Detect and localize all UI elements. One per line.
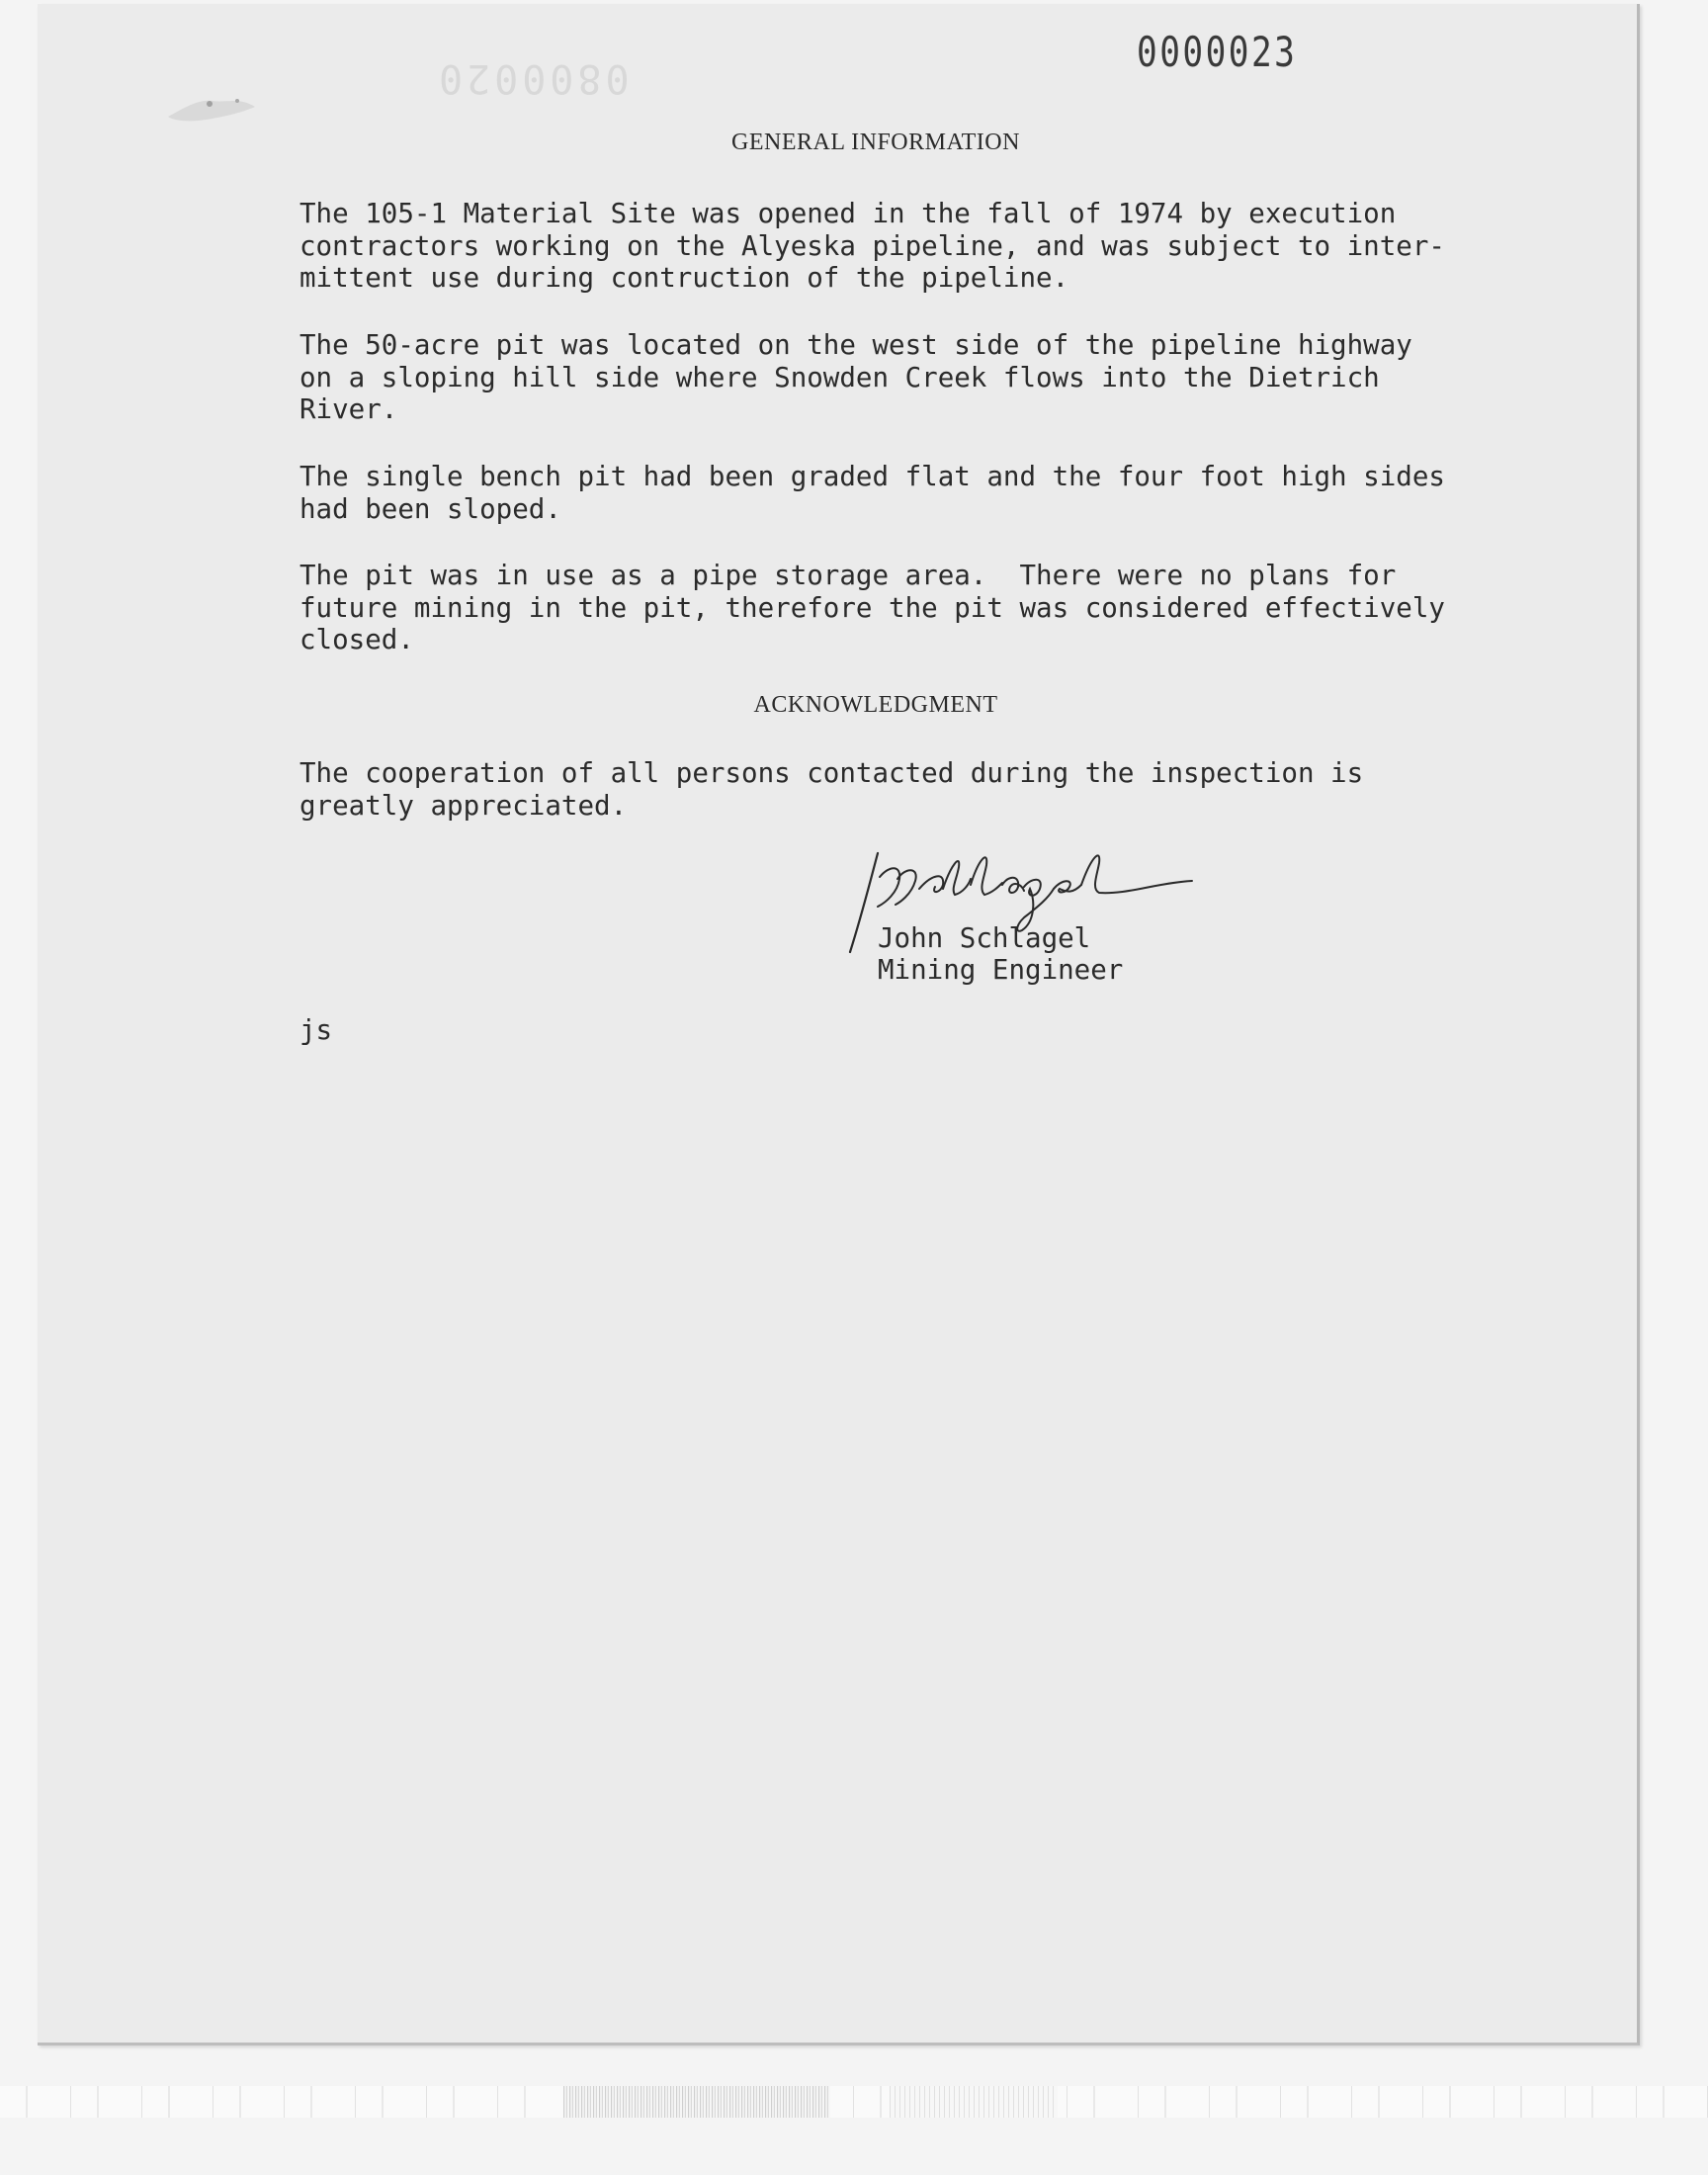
paragraph-status: The pit was in use as a pipe storage area. There were no plans for future mining in the pit, therefore the pit was considered effectively closed. [299, 560, 1445, 655]
scanner-edge-artifact [0, 2086, 1708, 2118]
typist-initials: js [299, 1014, 333, 1046]
signer-name: John Schlagel [878, 922, 1091, 954]
bleed-through-page-number: 0800020 [435, 55, 630, 101]
scan-smudge [158, 79, 267, 129]
paragraph-acknowledgment: The cooperation of all persons contacted during the inspection is greatly appreciated. [299, 757, 1364, 822]
page-number: 0000023 [1137, 28, 1298, 76]
signer-title: Mining Engineer [878, 954, 1124, 986]
paragraph-location: The 50-acre pit was located on the west side of the pipeline highway on a sloping hill side where Snowden Creek flows into the Dietrich River. [299, 329, 1412, 425]
paragraph-opening: The 105-1 Material Site was opened in the fall of 1974 by execution contractors working on the Alyeska pipeline, and was subject to inter- mittent use during contruction of the pipeline. [299, 198, 1445, 294]
acknowledgment-heading: ACKNOWLEDGMENT [753, 692, 998, 718]
paragraph-bench: The single bench pit had been graded flat and the four foot high sides had been sloped. [299, 461, 1445, 525]
document-page [38, 4, 1640, 2045]
general-information-heading: GENERAL INFORMATION [731, 130, 1020, 155]
